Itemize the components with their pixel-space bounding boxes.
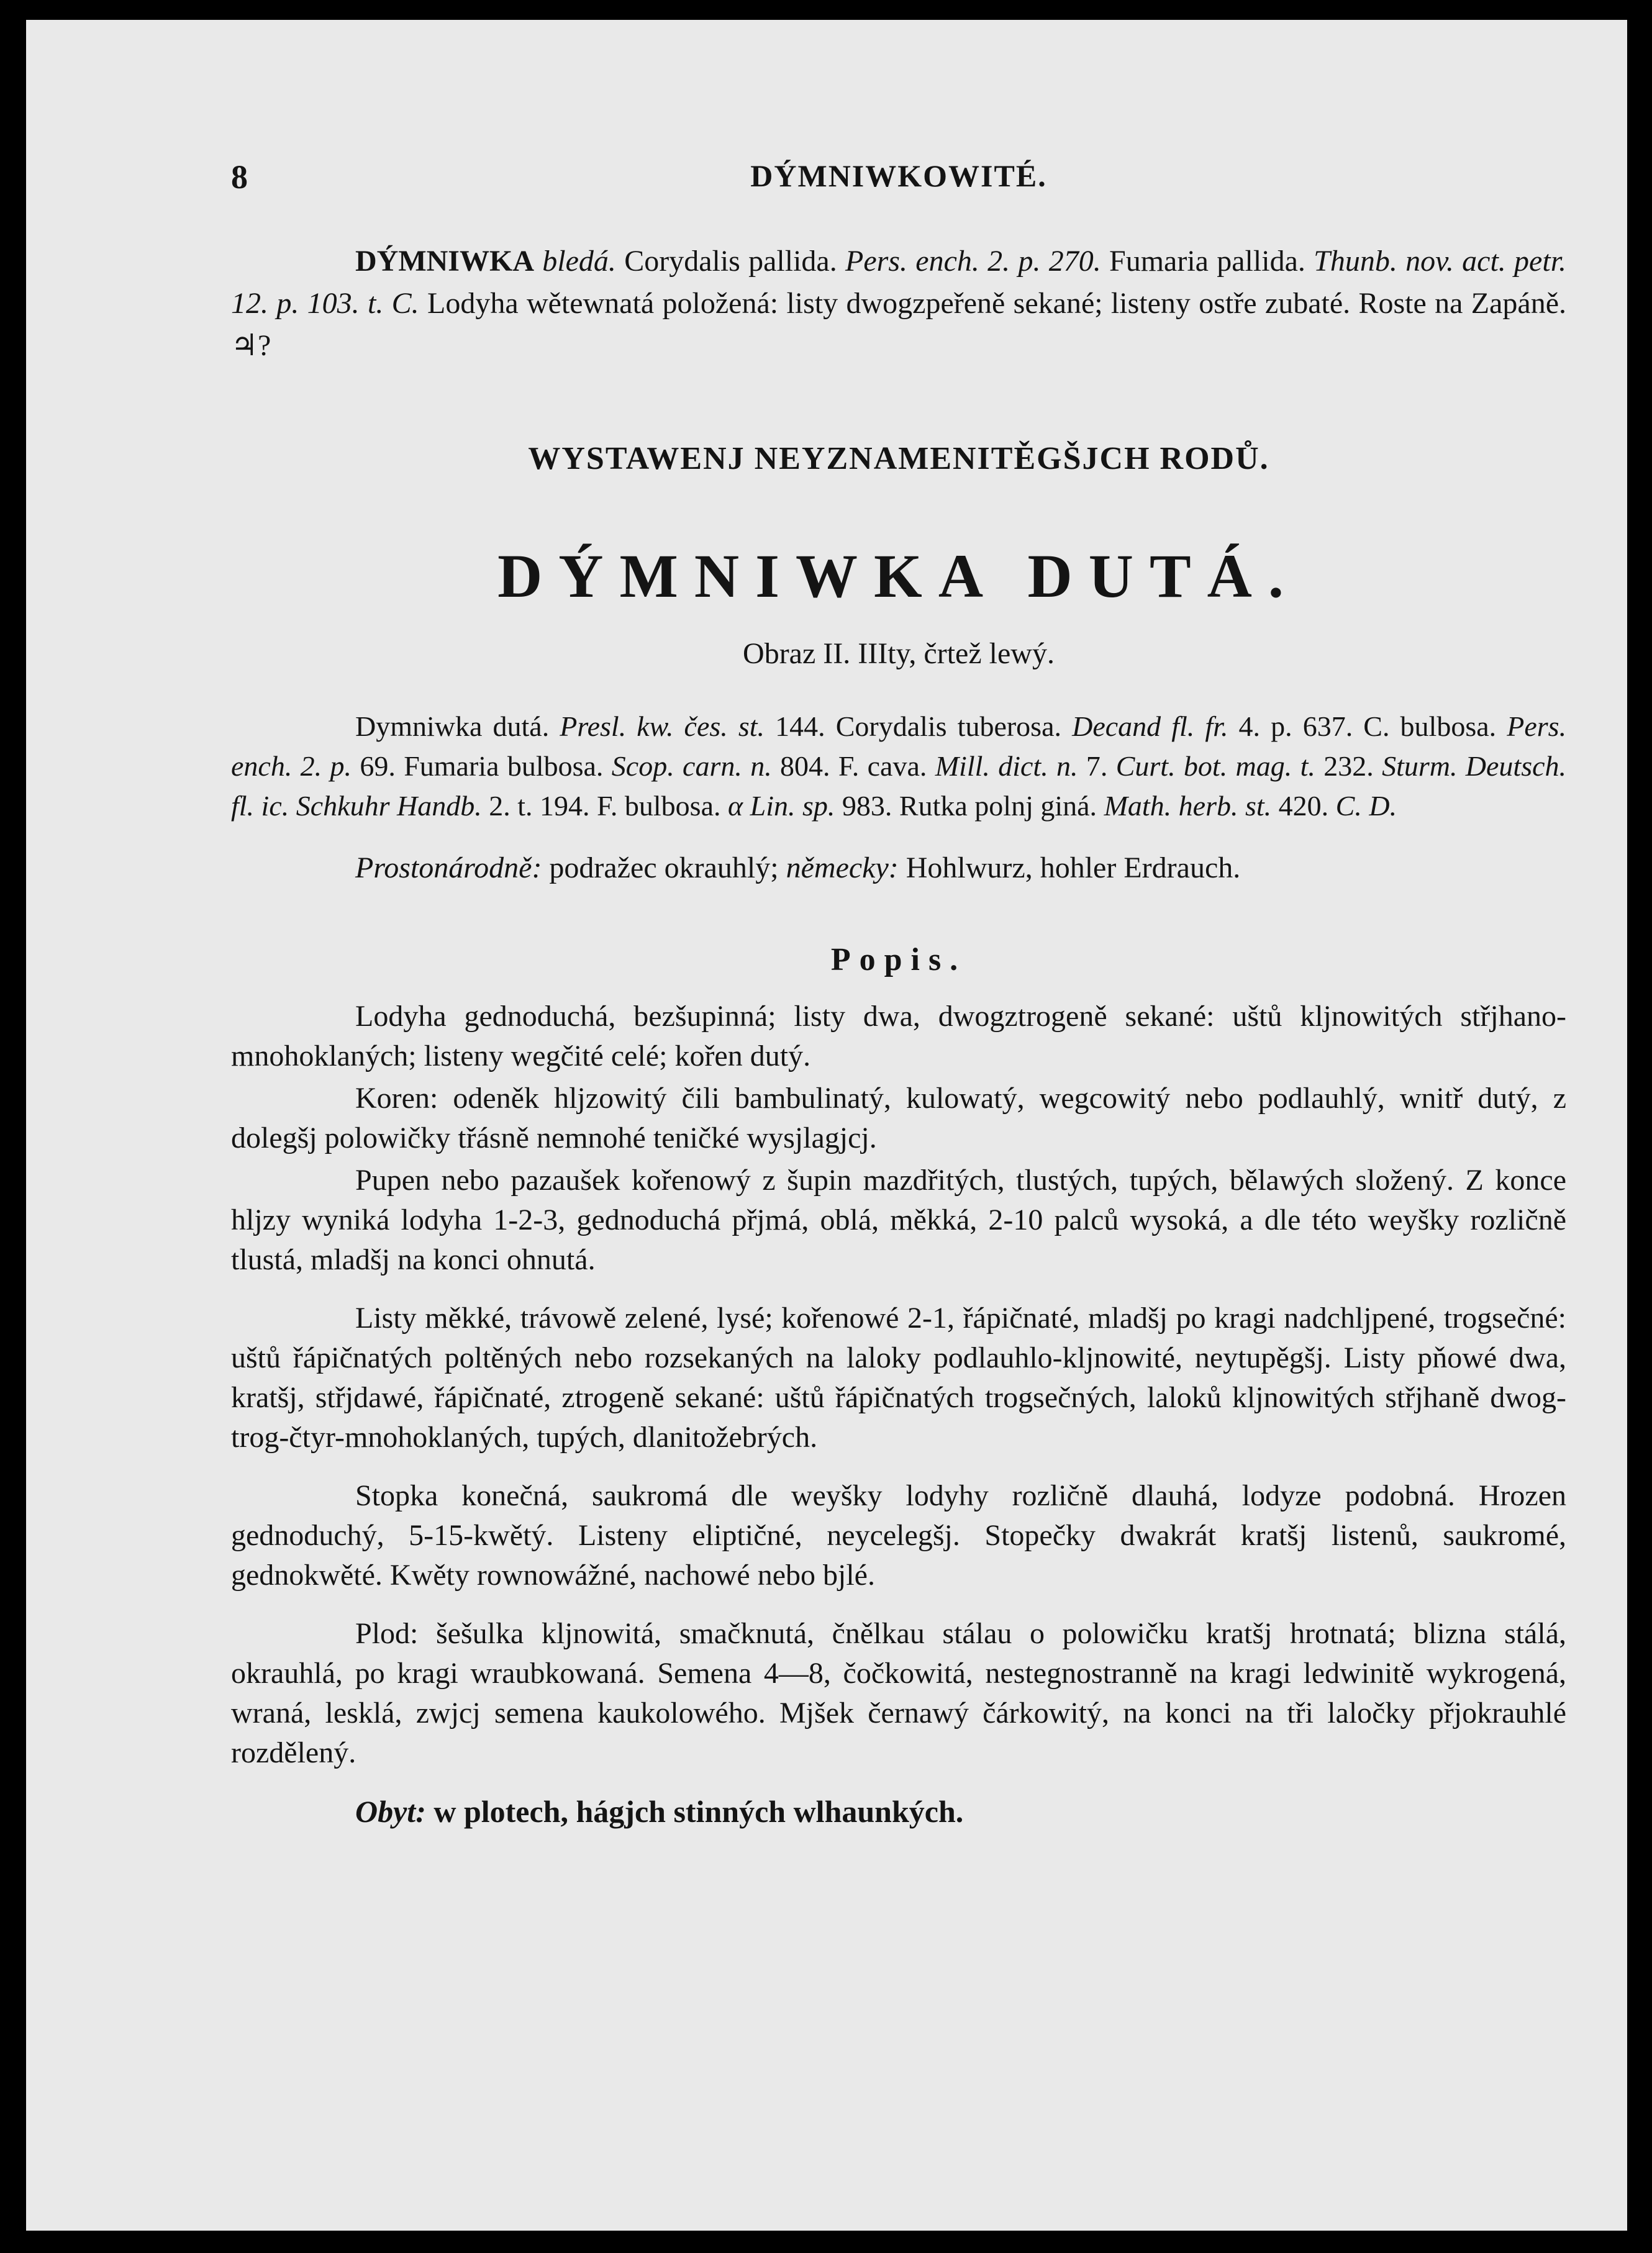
figure-reference: Obraz II. IIIty, črtež lewý.: [743, 637, 1055, 670]
entry-text: Fumaria pallida.: [1109, 245, 1305, 278]
entry-text: Corydalis pallida.: [624, 245, 837, 278]
synonym-text: 4. p. 637. C. bulbosa.: [1238, 710, 1497, 742]
habitat-text: w plotech, hágjch stinných wlhaunkých.: [433, 1794, 964, 1829]
synonym-reference: α Lin. sp.: [728, 790, 835, 822]
description-paragraph: Pupen nebo pazaušek kořenowý z šupin mazdřitých, tlustých, tupých, bělawých složený. Z konce hljzy wyniká lodyha 1-2-3, gednoduchá přjmá, oblá, měkká, 2-10 palců wysoká, a dle této weyšky rozličně tlustá, mladšj na konci ohnutá.: [231, 1164, 1566, 1276]
synonym-reference: Math. herb. st.: [1104, 790, 1272, 822]
species-heading: DÝMNIWKA DUTÁ.: [497, 542, 1300, 610]
species-entry-pallida: [231, 240, 1566, 367]
page-number: 8: [231, 158, 248, 196]
habitat-line: [231, 1792, 1566, 1831]
vernacular-text: Hohlwurz, hohler Erdrauch.: [905, 851, 1241, 884]
description-paragraph: Koren: odeněk hljzowitý čili bambulinatý, kulowatý, wegcowitý nebo podlauhlý, wnitř dutý, z dolegšj polowičky třásně nemnohé teničké wysjlagjcj.: [231, 1082, 1566, 1154]
description-paragraph: Lodyha gednoduchá, bezšupinná; listy dwa, dwogztrogeně sekané: uštů kljnowitých střjhano-mnohoklaných; listeny wegčité celé; kořen dutý.: [231, 1000, 1566, 1072]
entry-reference: Pers. ench. 2. p. 270.: [845, 245, 1101, 278]
synonym-reference: Mill. dict. n.: [935, 750, 1078, 782]
synonymy-block: [231, 707, 1566, 826]
description-paragraph: Stopka konečná, saukromá dle weyšky lodyhy rozličně dlauhá, lodyze podobná. Hrozen gednoduchý, 5-15-kwětý. Listeny eliptičné, neycelegšj. Stopečky dwakrát kratšj listenů, saukromé, gednokwěté. Kwěty rownowážné, nachowé nebo bjlé.: [231, 1479, 1566, 1592]
description-heading: Popis.: [830, 942, 967, 977]
synonym-text: 983. Rutka polnj giná.: [842, 790, 1097, 822]
running-head: [231, 158, 1566, 207]
synonym-text: Dymniwka dutá.: [355, 710, 550, 742]
entry-reference: Thunb. nov. act. petr. 12. p. 103. t. C.: [231, 245, 1567, 320]
entry-description: Lodyha wětewnatá položená: listy dwogzpeřeně sekané; listeny ostře zubaté. Roste na Zapáně. ♃?: [231, 287, 1567, 362]
page-body: [231, 240, 1566, 1831]
vernacular-label: německy:: [786, 851, 899, 884]
vernacular-label: Prostonárodně:: [355, 851, 542, 884]
synonym-reference: Presl. kw. čes. st.: [560, 710, 765, 742]
synonym-text: 2. t. 194. F. bulbosa.: [489, 790, 721, 822]
synonym-text: 232.: [1323, 750, 1374, 782]
synonym-text: 7.: [1086, 750, 1108, 782]
synonym-reference: Decand fl. fr.: [1072, 710, 1228, 742]
synonym-text: 144. Corydalis tuberosa.: [775, 710, 1061, 742]
synonym-text: 69. Fumaria bulbosa.: [360, 750, 604, 782]
synonym-reference: Curt. bot. mag. t.: [1115, 750, 1315, 782]
synonym-reference: Pers. ench. 2. p.: [231, 710, 1567, 782]
entry-epithet: bledá.: [542, 245, 616, 278]
description-paragraph: Plod: šešulka kljnowitá, smačknutá, čnělkau stálau o polowičku kratšj hrotnatá; blizna stálá, okrauhlá, po kragi wraubkowaná. Semena 4—8, čočkowitá, nestegnostranně na kragi ledwinitě wykrogená, wraná, lesklá, zwjcj semena kaukolowého. Mjšek černawý čárkowitý, na konci na tři laločky přjokrauhlé rozdělený.: [231, 1617, 1566, 1769]
description-paragraph: Listy měkké, trávowě zelené, lysé; kořenowé 2-1, řápičnaté, mladšj po kragi nadchljpené, trogsečné: uštů řápičnatých poltěných nebo rozsekaných na laloky podlauhlo-kljnowité, neytupěgšj. Listy pňowé dwa, kratšj, střjdawé, řápičnaté, ztrogeně sekané: uštů řápičnatých trogsečných, laloků kljnowitých střjhaně dwog-trog-čtyr-mnohoklaných, tupých, dlanitožebrých.: [231, 1302, 1566, 1454]
vernacular-names: [231, 848, 1566, 888]
book-page: [26, 20, 1627, 2231]
entry-genus-name: DÝMNIWKA: [355, 245, 534, 278]
synonym-reference: C. D.: [1335, 790, 1397, 822]
vernacular-text: podražec okrauhlý;: [549, 851, 779, 884]
synonym-reference: Sturm. Deutsch. fl. ic. Schkuhr Handb.: [231, 750, 1567, 822]
running-title: DÝMNIWKOWITÉ.: [750, 158, 1047, 193]
habitat-label: Obyt:: [355, 1794, 426, 1829]
section-heading: WYSTAWENJ NEYZNAMENITĚGŠJCH RODŮ.: [528, 441, 1269, 476]
synonym-text: 420.: [1278, 790, 1329, 822]
synonym-reference: Scop. carn. n.: [611, 750, 772, 782]
synonym-text: 804. F. cava.: [780, 750, 927, 782]
